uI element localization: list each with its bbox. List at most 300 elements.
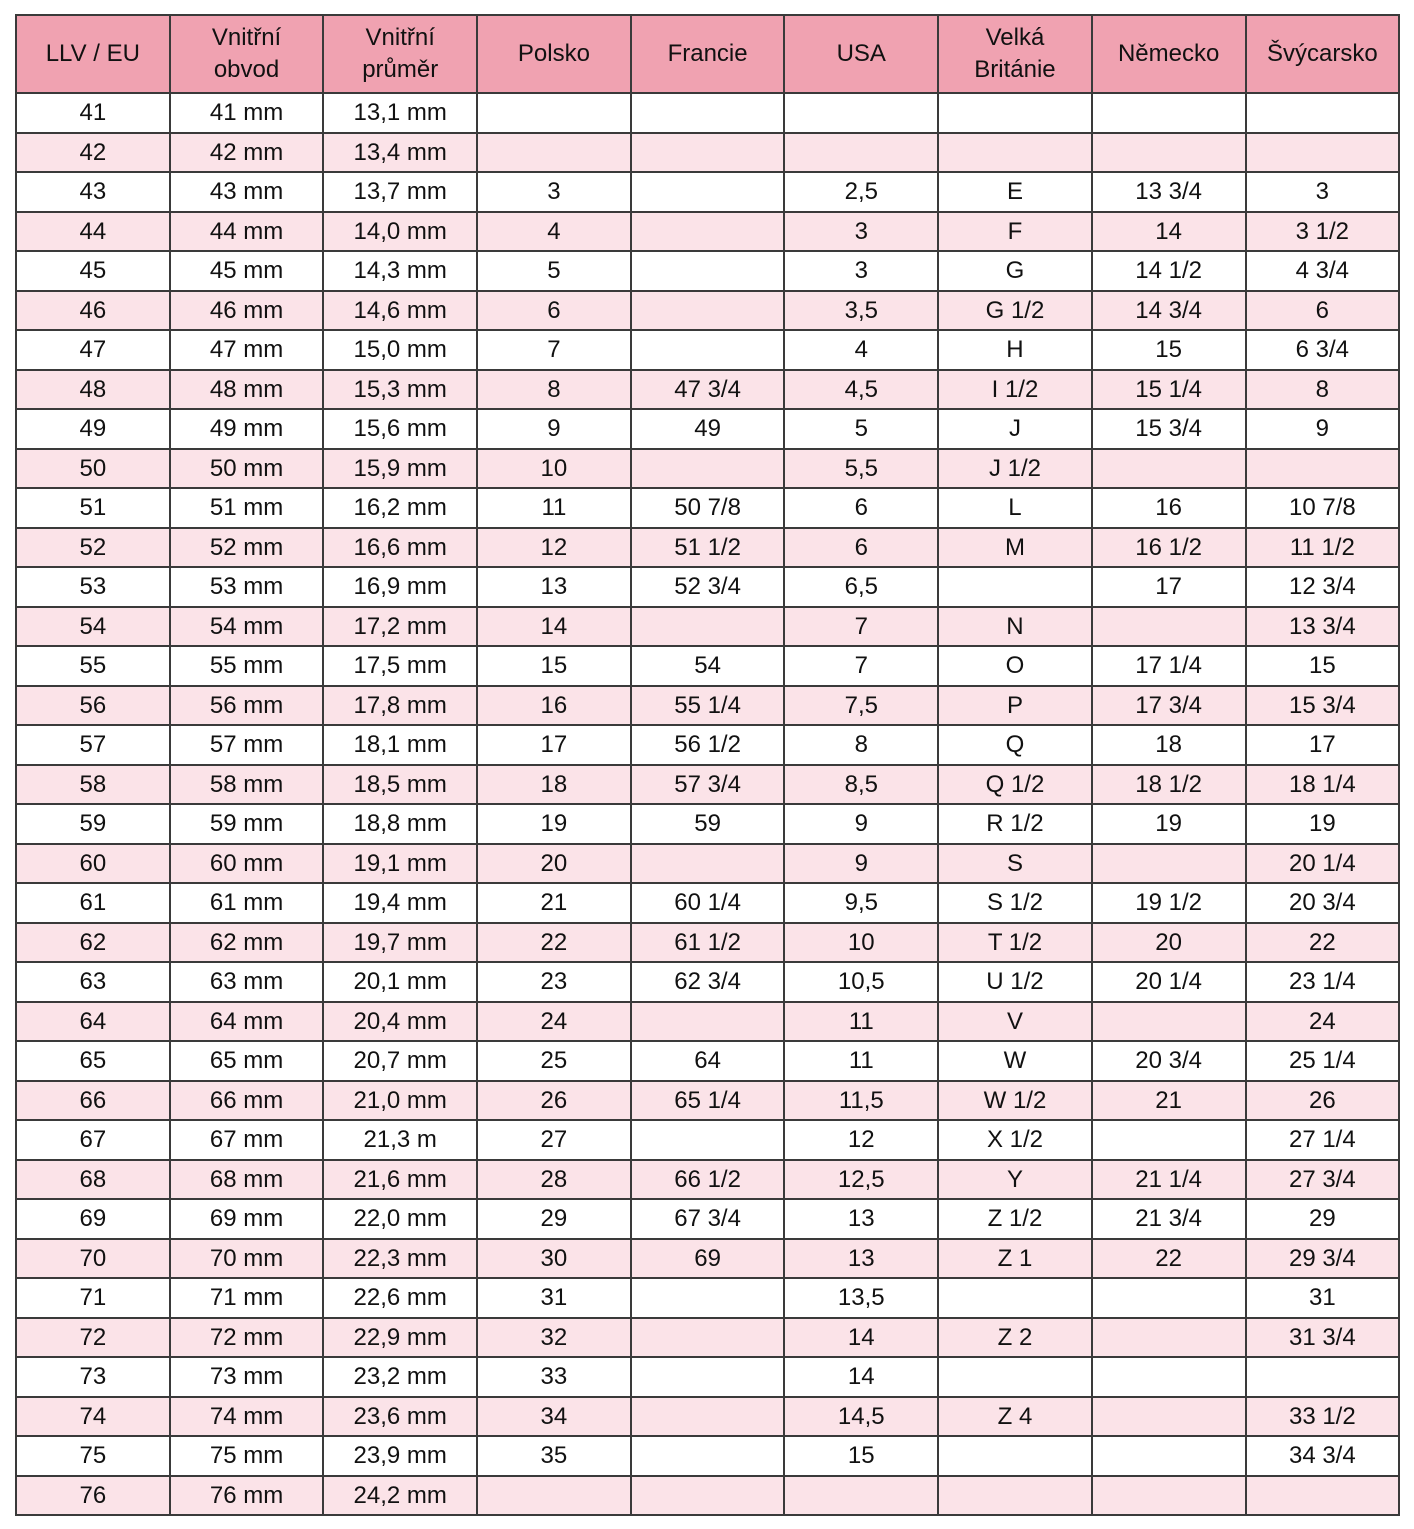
- cell-germany: [1092, 1476, 1246, 1516]
- cell-inner-diameter: 16,9 mm: [323, 567, 477, 607]
- header-label-line: Británie: [974, 56, 1056, 83]
- header-label-line: USA: [836, 40, 886, 67]
- cell-switzerland: 15 3/4: [1246, 686, 1400, 726]
- cell-great-britain: W: [938, 1041, 1092, 1081]
- cell-usa: 5,5: [784, 449, 938, 489]
- cell-poland: [477, 1476, 631, 1516]
- cell-inner-circumference: 56 mm: [170, 686, 324, 726]
- cell-inner-diameter: 21,6 mm: [323, 1160, 477, 1200]
- cell-germany: [1092, 1278, 1246, 1318]
- cell-germany: 17: [1092, 567, 1246, 607]
- cell-usa: 6: [784, 488, 938, 528]
- cell-germany: [1092, 1120, 1246, 1160]
- table-row: [16, 1160, 1399, 1200]
- cell-poland: 15: [477, 646, 631, 686]
- cell-france: 62 3/4: [631, 962, 785, 1002]
- cell-usa: 4,5: [784, 370, 938, 410]
- cell-great-britain: [938, 1436, 1092, 1476]
- cell-poland: 13: [477, 567, 631, 607]
- cell-inner-circumference: 61 mm: [170, 883, 324, 923]
- cell-germany: [1092, 607, 1246, 647]
- cell-germany: 21: [1092, 1081, 1246, 1121]
- cell-france: 55 1/4: [631, 686, 785, 726]
- cell-inner-diameter: 23,9 mm: [323, 1436, 477, 1476]
- cell-france: [631, 93, 785, 133]
- cell-france: [631, 1318, 785, 1358]
- cell-llv-eu: 51: [16, 488, 170, 528]
- cell-inner-circumference: 63 mm: [170, 962, 324, 1002]
- cell-switzerland: 18 1/4: [1246, 765, 1400, 805]
- cell-great-britain: Q: [938, 725, 1092, 765]
- cell-usa: 14: [784, 1318, 938, 1358]
- cell-usa: 7,5: [784, 686, 938, 726]
- cell-germany: 16 1/2: [1092, 528, 1246, 568]
- header-switzerland: [1246, 15, 1400, 93]
- cell-great-britain: M: [938, 528, 1092, 568]
- cell-great-britain: X 1/2: [938, 1120, 1092, 1160]
- cell-switzerland: 8: [1246, 370, 1400, 410]
- cell-france: [631, 133, 785, 173]
- cell-llv-eu: 62: [16, 923, 170, 963]
- cell-great-britain: T 1/2: [938, 923, 1092, 963]
- header-inner-circumference: [170, 15, 324, 93]
- cell-france: 51 1/2: [631, 528, 785, 568]
- cell-great-britain: U 1/2: [938, 962, 1092, 1002]
- cell-germany: 21 3/4: [1092, 1199, 1246, 1239]
- cell-poland: 23: [477, 962, 631, 1002]
- cell-germany: 21 1/4: [1092, 1160, 1246, 1200]
- cell-great-britain: I 1/2: [938, 370, 1092, 410]
- cell-germany: 20 3/4: [1092, 1041, 1246, 1081]
- cell-llv-eu: 57: [16, 725, 170, 765]
- cell-usa: 14: [784, 1357, 938, 1397]
- cell-llv-eu: 70: [16, 1239, 170, 1279]
- cell-germany: [1092, 844, 1246, 884]
- cell-germany: 18: [1092, 725, 1246, 765]
- cell-inner-diameter: 14,3 mm: [323, 251, 477, 291]
- cell-usa: 3: [784, 251, 938, 291]
- cell-inner-circumference: 49 mm: [170, 409, 324, 449]
- table-row: [16, 646, 1399, 686]
- cell-great-britain: [938, 1278, 1092, 1318]
- cell-inner-circumference: 41 mm: [170, 93, 324, 133]
- cell-france: [631, 1278, 785, 1318]
- cell-switzerland: 12 3/4: [1246, 567, 1400, 607]
- cell-germany: 18 1/2: [1092, 765, 1246, 805]
- cell-france: [631, 1476, 785, 1516]
- cell-france: [631, 291, 785, 331]
- cell-france: 64: [631, 1041, 785, 1081]
- cell-inner-diameter: 17,2 mm: [323, 607, 477, 647]
- header-label-line: Polsko: [517, 40, 590, 67]
- cell-france: 69: [631, 1239, 785, 1279]
- cell-france: 67 3/4: [631, 1199, 785, 1239]
- cell-switzerland: 31: [1246, 1278, 1400, 1318]
- table-row: [16, 251, 1399, 291]
- cell-llv-eu: 68: [16, 1160, 170, 1200]
- cell-poland: 6: [477, 291, 631, 331]
- cell-llv-eu: 44: [16, 212, 170, 252]
- table-row: [16, 1002, 1399, 1042]
- cell-switzerland: 3: [1246, 172, 1400, 212]
- cell-inner-circumference: 67 mm: [170, 1120, 324, 1160]
- cell-llv-eu: 55: [16, 646, 170, 686]
- cell-great-britain: [938, 1357, 1092, 1397]
- cell-usa: 13,5: [784, 1278, 938, 1318]
- cell-llv-eu: 59: [16, 804, 170, 844]
- cell-inner-diameter: 20,4 mm: [323, 1002, 477, 1042]
- cell-france: [631, 1357, 785, 1397]
- cell-france: 54: [631, 646, 785, 686]
- cell-switzerland: 29: [1246, 1199, 1400, 1239]
- cell-inner-circumference: 54 mm: [170, 607, 324, 647]
- cell-llv-eu: 43: [16, 172, 170, 212]
- cell-germany: [1092, 1318, 1246, 1358]
- cell-llv-eu: 71: [16, 1278, 170, 1318]
- cell-inner-diameter: 22,6 mm: [323, 1278, 477, 1318]
- cell-great-britain: F: [938, 212, 1092, 252]
- cell-germany: [1092, 1436, 1246, 1476]
- table-row: [16, 1436, 1399, 1476]
- cell-inner-diameter: 17,8 mm: [323, 686, 477, 726]
- table-row: [16, 291, 1399, 331]
- cell-poland: 32: [477, 1318, 631, 1358]
- cell-poland: 11: [477, 488, 631, 528]
- cell-inner-circumference: 46 mm: [170, 291, 324, 331]
- cell-inner-circumference: 47 mm: [170, 330, 324, 370]
- cell-switzerland: 24: [1246, 1002, 1400, 1042]
- cell-usa: 13: [784, 1199, 938, 1239]
- cell-llv-eu: 76: [16, 1476, 170, 1516]
- cell-usa: 10,5: [784, 962, 938, 1002]
- cell-germany: 14 3/4: [1092, 291, 1246, 331]
- cell-usa: 12,5: [784, 1160, 938, 1200]
- cell-inner-diameter: 22,3 mm: [323, 1239, 477, 1279]
- table-row: [16, 1120, 1399, 1160]
- cell-inner-diameter: 18,8 mm: [323, 804, 477, 844]
- cell-inner-circumference: 59 mm: [170, 804, 324, 844]
- header-germany: [1092, 15, 1246, 93]
- cell-france: [631, 251, 785, 291]
- cell-llv-eu: 73: [16, 1357, 170, 1397]
- cell-usa: 9: [784, 844, 938, 884]
- cell-great-britain: R 1/2: [938, 804, 1092, 844]
- cell-switzerland: 11 1/2: [1246, 528, 1400, 568]
- header-label-line: Francie: [667, 40, 748, 67]
- cell-france: [631, 607, 785, 647]
- ring-size-conversion-table: [15, 14, 1400, 1516]
- cell-usa: 15: [784, 1436, 938, 1476]
- cell-poland: [477, 133, 631, 173]
- cell-germany: 19: [1092, 804, 1246, 844]
- cell-switzerland: 22: [1246, 923, 1400, 963]
- cell-inner-diameter: 15,0 mm: [323, 330, 477, 370]
- cell-france: 50 7/8: [631, 488, 785, 528]
- cell-poland: 16: [477, 686, 631, 726]
- cell-france: 65 1/4: [631, 1081, 785, 1121]
- cell-inner-diameter: 22,0 mm: [323, 1199, 477, 1239]
- table-row: [16, 607, 1399, 647]
- cell-switzerland: 25 1/4: [1246, 1041, 1400, 1081]
- header-label-line: Německo: [1117, 40, 1220, 67]
- cell-switzerland: 26: [1246, 1081, 1400, 1121]
- cell-switzerland: 13 3/4: [1246, 607, 1400, 647]
- cell-switzerland: 20 3/4: [1246, 883, 1400, 923]
- table-row: [16, 844, 1399, 884]
- cell-poland: 34: [477, 1397, 631, 1437]
- cell-great-britain: Q 1/2: [938, 765, 1092, 805]
- cell-poland: 33: [477, 1357, 631, 1397]
- cell-switzerland: 23 1/4: [1246, 962, 1400, 1002]
- cell-great-britain: L: [938, 488, 1092, 528]
- cell-llv-eu: 52: [16, 528, 170, 568]
- cell-france: [631, 1002, 785, 1042]
- cell-france: [631, 1120, 785, 1160]
- table-row: [16, 883, 1399, 923]
- table-row: [16, 1318, 1399, 1358]
- cell-france: 49: [631, 409, 785, 449]
- table-row: [16, 1397, 1399, 1437]
- cell-inner-circumference: 70 mm: [170, 1239, 324, 1279]
- cell-great-britain: [938, 93, 1092, 133]
- cell-germany: 14 1/2: [1092, 251, 1246, 291]
- cell-france: 59: [631, 804, 785, 844]
- cell-llv-eu: 45: [16, 251, 170, 291]
- table-row: [16, 1081, 1399, 1121]
- cell-poland: 21: [477, 883, 631, 923]
- cell-switzerland: 15: [1246, 646, 1400, 686]
- cell-inner-circumference: 76 mm: [170, 1476, 324, 1516]
- cell-inner-circumference: 43 mm: [170, 172, 324, 212]
- cell-germany: [1092, 449, 1246, 489]
- cell-poland: 29: [477, 1199, 631, 1239]
- cell-llv-eu: 63: [16, 962, 170, 1002]
- cell-inner-diameter: 20,7 mm: [323, 1041, 477, 1081]
- table-row: [16, 409, 1399, 449]
- cell-poland: 30: [477, 1239, 631, 1279]
- cell-inner-diameter: 16,2 mm: [323, 488, 477, 528]
- header-label-line: obvod: [213, 56, 280, 83]
- cell-great-britain: Z 4: [938, 1397, 1092, 1437]
- table-row: [16, 1239, 1399, 1279]
- header-label-line: Velká: [985, 24, 1045, 51]
- cell-poland: 9: [477, 409, 631, 449]
- header-row: [16, 15, 1399, 93]
- cell-inner-diameter: 19,1 mm: [323, 844, 477, 884]
- cell-inner-circumference: 55 mm: [170, 646, 324, 686]
- cell-germany: 15: [1092, 330, 1246, 370]
- cell-usa: 3,5: [784, 291, 938, 331]
- cell-france: [631, 330, 785, 370]
- cell-germany: 15 1/4: [1092, 370, 1246, 410]
- cell-inner-circumference: 74 mm: [170, 1397, 324, 1437]
- table-row: [16, 1199, 1399, 1239]
- cell-inner-circumference: 66 mm: [170, 1081, 324, 1121]
- cell-llv-eu: 46: [16, 291, 170, 331]
- cell-poland: 3: [477, 172, 631, 212]
- cell-germany: 14: [1092, 212, 1246, 252]
- cell-inner-diameter: 14,6 mm: [323, 291, 477, 331]
- table-row: [16, 962, 1399, 1002]
- cell-llv-eu: 41: [16, 93, 170, 133]
- cell-great-britain: V: [938, 1002, 1092, 1042]
- cell-usa: [784, 133, 938, 173]
- cell-switzerland: 34 3/4: [1246, 1436, 1400, 1476]
- cell-inner-circumference: 45 mm: [170, 251, 324, 291]
- cell-poland: 12: [477, 528, 631, 568]
- cell-inner-circumference: 42 mm: [170, 133, 324, 173]
- cell-llv-eu: 61: [16, 883, 170, 923]
- cell-inner-circumference: 52 mm: [170, 528, 324, 568]
- cell-inner-circumference: 51 mm: [170, 488, 324, 528]
- cell-poland: 4: [477, 212, 631, 252]
- cell-usa: 5: [784, 409, 938, 449]
- cell-great-britain: Z 1/2: [938, 1199, 1092, 1239]
- cell-usa: 11: [784, 1041, 938, 1081]
- table-row: [16, 567, 1399, 607]
- cell-switzerland: [1246, 1476, 1400, 1516]
- cell-llv-eu: 64: [16, 1002, 170, 1042]
- cell-usa: 8: [784, 725, 938, 765]
- cell-germany: 20: [1092, 923, 1246, 963]
- table-row: [16, 330, 1399, 370]
- cell-inner-circumference: 58 mm: [170, 765, 324, 805]
- cell-germany: [1092, 1002, 1246, 1042]
- cell-inner-circumference: 71 mm: [170, 1278, 324, 1318]
- table-row: [16, 804, 1399, 844]
- cell-switzerland: 10 7/8: [1246, 488, 1400, 528]
- cell-poland: [477, 93, 631, 133]
- cell-france: [631, 172, 785, 212]
- table-row: [16, 212, 1399, 252]
- cell-llv-eu: 50: [16, 449, 170, 489]
- cell-germany: 19 1/2: [1092, 883, 1246, 923]
- cell-llv-eu: 53: [16, 567, 170, 607]
- cell-switzerland: 27 1/4: [1246, 1120, 1400, 1160]
- cell-usa: 10: [784, 923, 938, 963]
- cell-poland: 22: [477, 923, 631, 963]
- cell-usa: 9,5: [784, 883, 938, 923]
- cell-inner-circumference: 72 mm: [170, 1318, 324, 1358]
- cell-inner-diameter: 24,2 mm: [323, 1476, 477, 1516]
- cell-germany: [1092, 93, 1246, 133]
- cell-great-britain: S: [938, 844, 1092, 884]
- cell-france: 57 3/4: [631, 765, 785, 805]
- cell-inner-circumference: 65 mm: [170, 1041, 324, 1081]
- cell-switzerland: [1246, 1357, 1400, 1397]
- cell-inner-circumference: 53 mm: [170, 567, 324, 607]
- cell-inner-circumference: 75 mm: [170, 1436, 324, 1476]
- cell-france: 61 1/2: [631, 923, 785, 963]
- header-label-line: Švýcarsko: [1266, 40, 1378, 67]
- header-llv-eu: [16, 15, 170, 93]
- cell-great-britain: Z 2: [938, 1318, 1092, 1358]
- cell-germany: 17 1/4: [1092, 646, 1246, 686]
- table-row: [16, 1357, 1399, 1397]
- table-row: [16, 528, 1399, 568]
- cell-inner-diameter: 15,6 mm: [323, 409, 477, 449]
- table-row: [16, 725, 1399, 765]
- header-france: [631, 15, 785, 93]
- table-row: [16, 133, 1399, 173]
- cell-inner-circumference: 44 mm: [170, 212, 324, 252]
- cell-france: [631, 1436, 785, 1476]
- cell-inner-diameter: 23,2 mm: [323, 1357, 477, 1397]
- cell-llv-eu: 72: [16, 1318, 170, 1358]
- table-row: [16, 1041, 1399, 1081]
- cell-inner-circumference: 64 mm: [170, 1002, 324, 1042]
- cell-great-britain: W 1/2: [938, 1081, 1092, 1121]
- cell-poland: 17: [477, 725, 631, 765]
- cell-switzerland: 9: [1246, 409, 1400, 449]
- cell-inner-diameter: 18,1 mm: [323, 725, 477, 765]
- cell-great-britain: Z 1: [938, 1239, 1092, 1279]
- table-body: [16, 93, 1399, 1515]
- cell-switzerland: 6: [1246, 291, 1400, 331]
- cell-llv-eu: 74: [16, 1397, 170, 1437]
- cell-inner-diameter: 23,6 mm: [323, 1397, 477, 1437]
- cell-great-britain: S 1/2: [938, 883, 1092, 923]
- cell-inner-circumference: 48 mm: [170, 370, 324, 410]
- table-row: [16, 172, 1399, 212]
- cell-great-britain: J 1/2: [938, 449, 1092, 489]
- cell-inner-circumference: 57 mm: [170, 725, 324, 765]
- cell-poland: 14: [477, 607, 631, 647]
- cell-poland: 28: [477, 1160, 631, 1200]
- cell-inner-circumference: 69 mm: [170, 1199, 324, 1239]
- table-row: [16, 370, 1399, 410]
- cell-great-britain: G 1/2: [938, 291, 1092, 331]
- cell-inner-circumference: 73 mm: [170, 1357, 324, 1397]
- cell-llv-eu: 48: [16, 370, 170, 410]
- cell-inner-diameter: 13,7 mm: [323, 172, 477, 212]
- cell-france: 52 3/4: [631, 567, 785, 607]
- header-label-line: LLV / EU: [45, 40, 140, 67]
- cell-great-britain: N: [938, 607, 1092, 647]
- cell-llv-eu: 75: [16, 1436, 170, 1476]
- cell-inner-diameter: 17,5 mm: [323, 646, 477, 686]
- cell-llv-eu: 54: [16, 607, 170, 647]
- cell-usa: 14,5: [784, 1397, 938, 1437]
- cell-switzerland: 27 3/4: [1246, 1160, 1400, 1200]
- cell-usa: 4: [784, 330, 938, 370]
- header-poland: [477, 15, 631, 93]
- cell-llv-eu: 58: [16, 765, 170, 805]
- cell-inner-diameter: 13,4 mm: [323, 133, 477, 173]
- cell-poland: 7: [477, 330, 631, 370]
- cell-great-britain: J: [938, 409, 1092, 449]
- cell-switzerland: [1246, 133, 1400, 173]
- header-inner-diameter: [323, 15, 477, 93]
- table-row: [16, 488, 1399, 528]
- cell-usa: 7: [784, 607, 938, 647]
- cell-poland: 8: [477, 370, 631, 410]
- cell-germany: 16: [1092, 488, 1246, 528]
- cell-great-britain: G: [938, 251, 1092, 291]
- cell-poland: 31: [477, 1278, 631, 1318]
- cell-great-britain: H: [938, 330, 1092, 370]
- cell-poland: 35: [477, 1436, 631, 1476]
- cell-great-britain: O: [938, 646, 1092, 686]
- cell-usa: [784, 93, 938, 133]
- cell-usa: 11: [784, 1002, 938, 1042]
- cell-germany: [1092, 1357, 1246, 1397]
- cell-switzerland: [1246, 449, 1400, 489]
- cell-inner-diameter: 14,0 mm: [323, 212, 477, 252]
- cell-switzerland: 19: [1246, 804, 1400, 844]
- table-row: [16, 923, 1399, 963]
- table-header: [16, 15, 1399, 93]
